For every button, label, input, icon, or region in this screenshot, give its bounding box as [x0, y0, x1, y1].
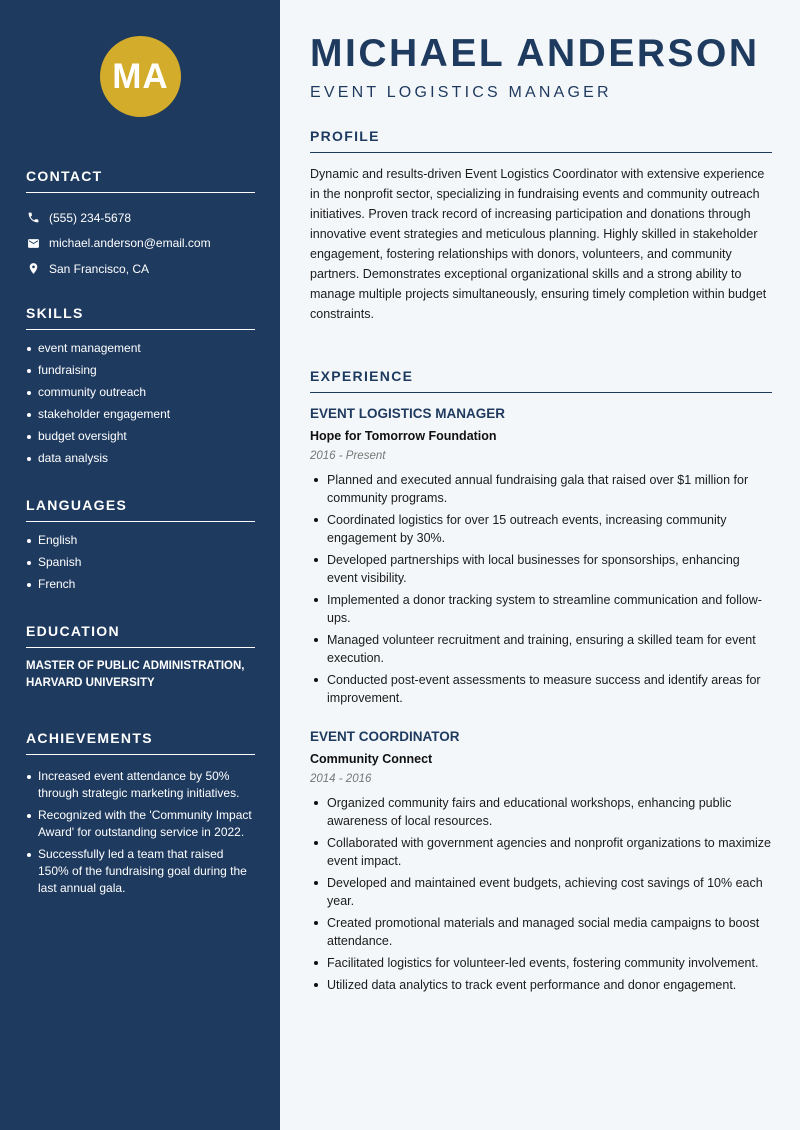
achievement-item: Increased event attendance by 50% through strategic marketing initiatives.: [26, 768, 255, 802]
achievement-item: Recognized with the 'Community Impact Award' for outstanding service in 2022.: [26, 807, 255, 841]
contact-phone: [26, 205, 255, 231]
candidate-name: MICHAEL ANDERSON: [310, 32, 760, 75]
education-heading: EDUCATION: [26, 623, 255, 648]
skill-item: community outreach: [26, 384, 255, 401]
profile-heading: PROFILE: [310, 128, 772, 153]
job-dates: 2014 - 2016: [310, 773, 372, 785]
contact-phone-text: (555) 234-5678: [49, 210, 132, 225]
avatar: MA: [100, 36, 181, 117]
achievements-heading: ACHIEVEMENTS: [26, 730, 255, 755]
job-bullet: Planned and executed annual fundraising gala that raised over $1 million for community programs.: [310, 471, 772, 507]
job-bullet: Developed partnerships with local businesses for sponsorships, enhancing event visibility.: [310, 551, 772, 587]
email-icon: [26, 236, 40, 250]
skill-item: data analysis: [26, 450, 255, 467]
job-company: Community Connect: [310, 752, 433, 766]
job-bullet: Implemented a donor tracking system to streamline communication and follow-ups.: [310, 591, 772, 627]
skills-section: [26, 305, 255, 472]
languages-list: [26, 532, 255, 593]
job-bullet: Developed and maintained event budgets, achieving cost savings of 10% each year.: [310, 874, 772, 910]
skill-item: budget oversight: [26, 428, 255, 445]
job-bullet: Utilized data analytics to track event performance and donor engagement.: [310, 976, 772, 994]
job-bullet: Created promotional materials and managed social media campaigns to boost attendance.: [310, 914, 772, 950]
contact-list: [26, 205, 255, 282]
job-bullet: Coordinated logistics for over 15 outreach events, increasing community engagement by 30%.: [310, 511, 772, 547]
contact-heading: CONTACT: [26, 168, 255, 193]
skills-list: [26, 340, 255, 467]
skill-item: event management: [26, 340, 255, 357]
language-item: French: [26, 576, 255, 593]
job-company: Hope for Tomorrow Foundation: [310, 429, 497, 443]
phone-icon: [26, 211, 40, 225]
job-bullet: Conducted post-event assessments to measure success and identify areas for improvement.: [310, 671, 772, 707]
contact-email-text: michael.anderson@email.com: [49, 236, 211, 251]
job-bullet: Facilitated logistics for volunteer-led events, fostering community involvement.: [310, 954, 772, 972]
language-item: Spanish: [26, 554, 255, 571]
contact-email: [26, 231, 255, 257]
job-entry: [310, 406, 772, 711]
candidate-title: EVENT LOGISTICS MANAGER: [310, 84, 612, 101]
language-item: English: [26, 532, 255, 549]
job-bullets: [310, 471, 772, 707]
skill-item: stakeholder engagement: [26, 406, 255, 423]
education-degree: MASTER OF PUBLIC ADMINISTRATION, HARVARD UNIVERSITY: [26, 660, 245, 689]
profile-section: [310, 128, 772, 324]
education-section: [26, 623, 255, 692]
achievement-item: Successfully led a team that raised 150% of the fundraising goal during the last annual gala.: [26, 846, 255, 897]
job-dates: 2016 - Present: [310, 450, 386, 462]
profile-text: Dynamic and results-driven Event Logistics Coordinator with extensive experience in the nonprofit sector, specializing in fundraising events and community outreach initiatives. Proven track record of increasing participation and donations through innovative event strategies and meticulous planning. Highly skilled in stakeholder engagement, fostering relationships with donors, volunteers, and community partners. Demonstrates exceptional organizational skills and a strong ability to manage multiple projects simultaneously, ensuring timely completion within budget constraints.: [310, 167, 767, 321]
location-pin-icon: [26, 262, 40, 276]
job-title: EVENT COORDINATOR: [310, 729, 460, 744]
languages-heading: LANGUAGES: [26, 497, 255, 522]
job-bullet: Managed volunteer recruitment and training, ensuring a skilled team for event execution.: [310, 631, 772, 667]
job-bullets: [310, 794, 772, 994]
experience-heading: EXPERIENCE: [310, 368, 772, 393]
experience-section: [310, 368, 772, 393]
languages-section: [26, 497, 255, 598]
job-title: EVENT LOGISTICS MANAGER: [310, 406, 506, 421]
skill-item: fundraising: [26, 362, 255, 379]
contact-section: [26, 168, 255, 282]
sidebar: [0, 0, 280, 1130]
achievements-list: [26, 768, 255, 897]
achievements-section: [26, 730, 255, 902]
job-bullet: Collaborated with government agencies and nonprofit organizations to maximize event impact.: [310, 834, 772, 870]
contact-location: [26, 256, 255, 282]
skills-heading: SKILLS: [26, 305, 255, 330]
job-bullet: Organized community fairs and educational workshops, enhancing public awareness of local resources.: [310, 794, 772, 830]
job-entry: [310, 729, 772, 998]
contact-location-text: San Francisco, CA: [49, 261, 150, 276]
